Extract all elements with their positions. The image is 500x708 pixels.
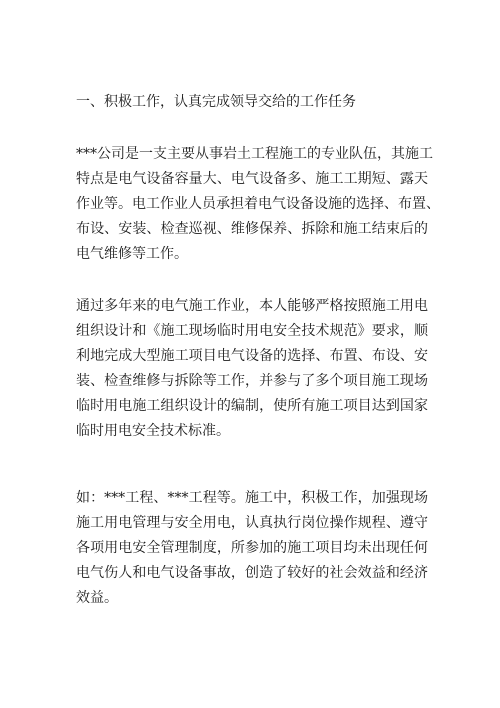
paragraph-line: 如：***工程、***工程等。施工中，积极工作，加强现场: [76, 490, 428, 506]
paragraph-1: [76, 142, 440, 267]
paragraph-line: 各项用电安全管理制度，所参加的施工项目均未出现任何: [76, 540, 428, 556]
paragraph-line: 利地完成大型施工项目电气设备的选择、布置、布设、安: [76, 348, 428, 364]
paragraph-line: 临时用电施工组织设计的编制，使所有施工项目达到国家: [76, 398, 428, 414]
paragraph-line: 作业等。电工作业人员承担着电气设备设施的选择、布置、: [76, 196, 440, 212]
paragraph-line: 临时用电安全技术标准。: [76, 423, 230, 439]
paragraph-2: [76, 294, 428, 444]
paragraph-3: [76, 486, 428, 611]
paragraph-line: 电气维修等工作。: [76, 246, 188, 262]
paragraph-line: 电气伤人和电气设备事故，创造了较好的社会效益和经济: [76, 565, 428, 581]
paragraph-line: 组织设计和《施工现场临时用电安全技术规范》要求，顺: [76, 323, 428, 339]
paragraph-line: 通过多年来的电气施工作业，本人能够严格按照施工用电: [76, 298, 428, 314]
section-heading: 一、积极工作，认真完成领导交给的工作任务: [76, 94, 356, 110]
paragraph-line: 布设、安装、检查巡视、维修保养、拆除和施工结束后的: [76, 221, 428, 237]
paragraph-line: ***公司是一支主要从事岩土工程施工的专业队伍，其施工: [76, 146, 433, 162]
paragraph-line: 效益。: [76, 590, 118, 606]
paragraph-line: 施工用电管理与安全用电，认真执行岗位操作规程、遵守: [76, 515, 428, 531]
paragraph-line: 装、检查维修与拆除等工作，并参与了多个项目施工现场: [76, 373, 428, 389]
paragraph-line: 特点是电气设备容量大、电气设备多、施工工期短、露天: [76, 171, 428, 187]
